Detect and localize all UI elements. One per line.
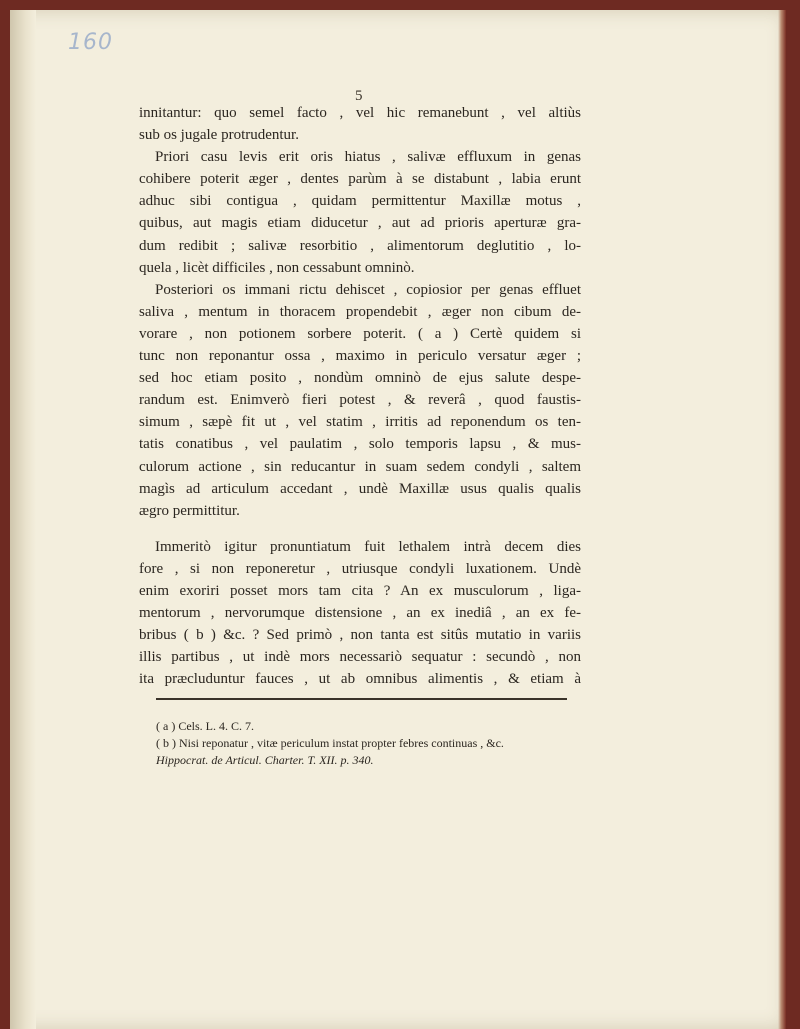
- binding-gutter: [10, 10, 36, 1029]
- text-line: sub os jugale protrudentur.: [139, 127, 299, 144]
- text-line: saliva , mentum in thoracem propendebit , æger non cibum de-: [139, 303, 581, 320]
- footnote-divider: [156, 698, 567, 700]
- text-line: sed hoc etiam posito , nondùm omninò de ejus salute despe-: [139, 370, 581, 387]
- text-line: illis partibus , ut indè mors necessariò sequatur : secundò , non: [139, 649, 581, 666]
- text-line: mentorum , nervorumque distensione , an ex inediâ , an ex fe-: [139, 605, 581, 622]
- book-page: [10, 10, 786, 1029]
- text-line: Priori casu levis erit oris hiatus , salivæ effluxum in genas: [155, 149, 581, 166]
- text-line: ægro permittitur.: [139, 502, 240, 519]
- paragraph-gap: [139, 522, 581, 536]
- text-line: randum est. Enimverò fieri potest , & reverâ , quod faustis-: [139, 392, 581, 409]
- text-line: quibus, aut magis etiam diducetur , aut ad prioris aperturæ gra-: [139, 215, 581, 232]
- text-line: dum redibit ; salivæ resorbitio , alimentorum deglutitio , lo-: [139, 237, 581, 254]
- text-line: Immeritò igitur pronuntiatum fuit lethalem intrà decem dies: [155, 538, 581, 555]
- text-line: culorum actione , sin reducantur in suam sedem condyli , saltem: [139, 458, 581, 475]
- text-line: enim exoriri posset mors tam cita ? An ex musculorum , liga-: [139, 582, 581, 599]
- text-line: adhuc sibi contigua , quidam permittentur Maxillæ motus ,: [139, 193, 581, 210]
- footnote: ( a ) Cels. L. 4. C. 7.: [156, 719, 254, 733]
- text-line: quela , licèt difficiles , non cessabunt omninò.: [139, 259, 415, 276]
- text-line: bribus ( b ) &c. ? Sed primò , non tanta est sitûs mutatio in variis: [139, 627, 581, 644]
- text-line: tatis conatibus , vel paulatim , solo temporis lapsu , & mus-: [139, 436, 581, 453]
- text-line: ita præcluduntur fauces , ut ab omnibus alimentis , & etiam à: [139, 671, 581, 688]
- page-edge: [778, 10, 786, 1029]
- text-line: innitantur: quo semel facto , vel hic remanebunt , vel altiùs: [139, 105, 581, 121]
- text-line: simum , sæpè fit ut , vel statim , irritis ad reponendum os ten-: [139, 414, 581, 431]
- footnotes: [156, 718, 596, 769]
- pencil-annotation: 160: [68, 30, 113, 55]
- page-number: 5: [355, 88, 363, 104]
- main-text: [139, 102, 581, 690]
- text-line: cohibere poterit æger , dentes parùm à se distabunt , labia erunt: [139, 171, 581, 188]
- text-line: Posteriori os immani rictu dehiscet , copiosior per genas effluet: [155, 281, 581, 298]
- footnote: Hippocrat. de Articul. Charter. T. XII. p. 340.: [156, 753, 374, 767]
- text-line: vorare , non potionem sorbere poterit. ( a ) Certè quidem si: [139, 325, 581, 342]
- text-line: magìs ad articulum accedant , undè Maxillæ usus qualis qualis: [139, 480, 581, 497]
- footnote: ( b ) Nisi reponatur , vitæ periculum instat propter febres continuas , &c.: [156, 736, 504, 750]
- text-line: fore , si non reponeretur , utriusque condyli luxationem. Undè: [139, 560, 581, 577]
- text-line: tunc non reponantur ossa , maximo in periculo versatur æger ;: [139, 348, 581, 365]
